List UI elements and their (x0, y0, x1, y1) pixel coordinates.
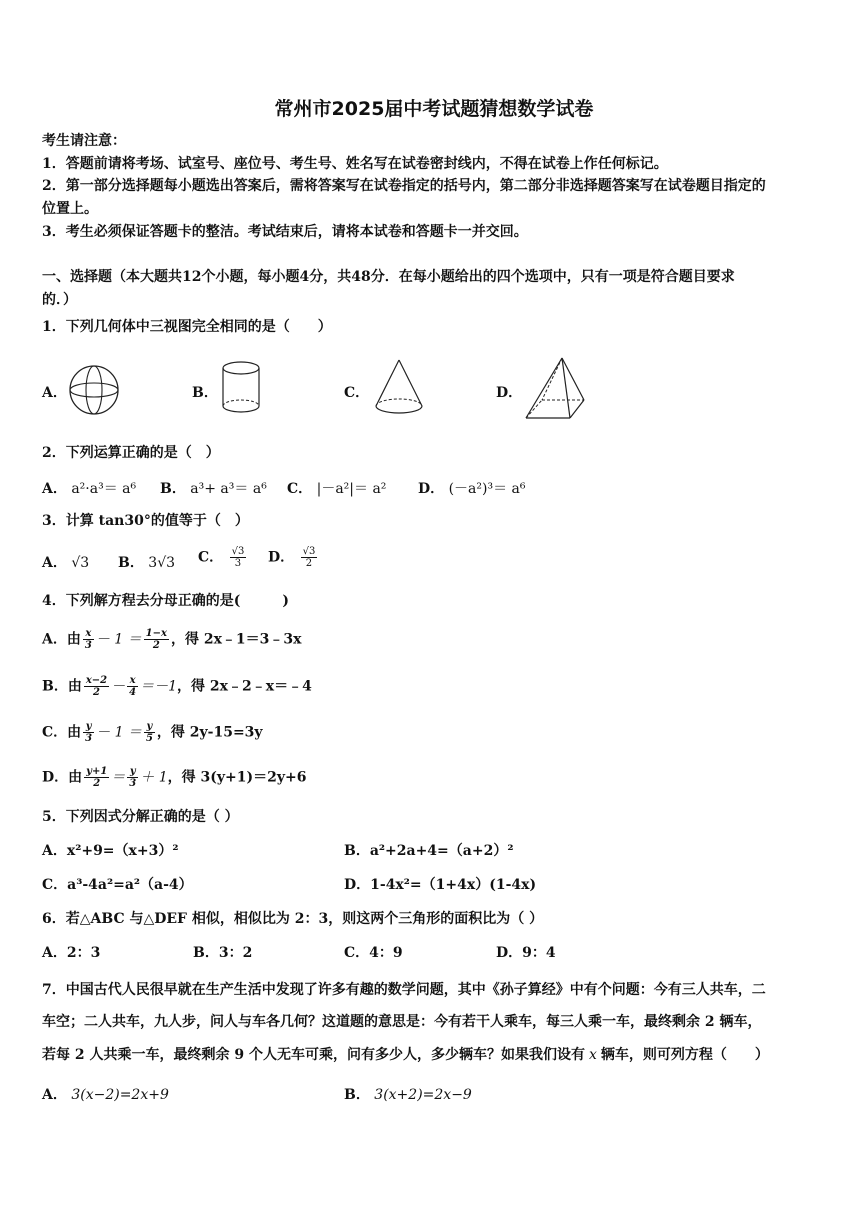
q5-option-d: D．1-4x²=（1+4x）(1-4x) (344, 877, 537, 893)
question-5-stem: 5．下列因式分解正确的是（ ） (42, 809, 239, 825)
q6-option-b: B．3：2 (193, 945, 253, 961)
q2-option-a (42, 478, 136, 500)
q7-option-b (344, 1084, 472, 1106)
q3-option-d (268, 546, 319, 569)
question-7-line-1: 7．中国古代人民很早就在生产生活中发现了许多有趣的数学问题，其中《孙子算经》中有个问题：今有三人共车，二 (42, 982, 766, 998)
q1-option-b-label: B． (192, 385, 218, 401)
q4-b-frac-1: $\frac{x-2}{2}$ (85, 675, 108, 698)
q3-a-label: A． (42, 555, 67, 571)
sphere-icon (66, 362, 122, 418)
pyramid-icon (522, 354, 588, 422)
q2-option-d (418, 478, 526, 500)
q4-d-frac-1: $\frac{y+1}{2}$ (86, 766, 108, 789)
notice-item-2: 2．第一部分选择题每小题选出答案后，需将答案写在试卷指定的括号内，第二部分非选择题答案写在试卷题目指定的 (42, 178, 766, 194)
q3-c-label: C． (198, 549, 224, 566)
q3-option-a (42, 552, 89, 574)
question-6-stem: 6．若△ABC 与△DEF 相似，相似比为 2：3，则这两个三角形的面积比为（ ） (42, 911, 544, 927)
q3-a-text: √3 (71, 555, 90, 571)
q4-c-frac-1: $\frac{y}{3}$ (85, 721, 93, 744)
q7-b-text: 3(x+2)=2x−9 (374, 1087, 472, 1103)
q3-d-label: D． (268, 549, 295, 566)
notice-item-2-cont: 位置上。 (42, 201, 98, 217)
q6-option-c: C．4：9 (344, 945, 403, 961)
q1-option-d-label: D． (496, 385, 523, 401)
cylinder-icon (218, 358, 264, 418)
q2-option-b (160, 478, 267, 500)
q7-a-label: A． (42, 1087, 67, 1103)
question-1-stem: 1．下列几何体中三视图完全相同的是（ ） (42, 319, 332, 335)
q5-option-a: A．x²+9=（x+3）² (42, 843, 179, 859)
q7-option-a (42, 1084, 169, 1106)
page-title: 常州市2025届中考试题猜想数学试卷 (274, 98, 594, 120)
q2-c-label: C． (287, 481, 313, 497)
q3-c-fraction: $\frac{√3}{3}$ (231, 546, 245, 569)
notice-heading: 考生请注意： (42, 133, 126, 149)
question-7-line-2: 车空；二人共车，九人步，问人与车各几何？这道题的意思是：今有若干人乘车，每三人乘一车，最终剩余 2 辆车， (42, 1014, 762, 1030)
q2-option-c (287, 478, 386, 500)
notice-item-3: 3．考生必须保证答题卡的整洁。考试结束后，请将本试卷和答题卡一并交回。 (42, 224, 528, 240)
q2-d-text: (－a²)³＝ a⁶ (448, 481, 526, 497)
q2-b-label: B． (160, 481, 186, 497)
q2-a-label: A． (42, 481, 67, 497)
q5-option-c: C．a³-4a²=a²（a-4） (42, 877, 193, 893)
q4-a-frac-1: $\frac{x}{3}$ (84, 628, 92, 651)
question-2-stem: 2．下列运算正确的是（ ） (42, 445, 220, 461)
q1-option-a-label: A． (42, 385, 67, 401)
q4-b-frac-2: $\frac{x}{4}$ (129, 675, 137, 698)
q4-c-frac-2: $\frac{y}{5}$ (145, 721, 153, 744)
q4-option-d: D．由 $\frac{y+1}{2}$ ＝ $\frac{y}{3}$ ＋ 1，得 3(y+1)＝2y+6 (42, 766, 307, 789)
q3-b-text: 3√3 (148, 555, 176, 571)
q4-option-c: C．由 $\frac{y}{3}$ － 1 ＝ $\frac{y}{5}$ ，得 2y-15=3y (42, 721, 263, 744)
q3-b-label: B． (118, 555, 144, 571)
q4-d-frac-2: $\frac{y}{3}$ (129, 766, 137, 789)
q3-d-fraction: $\frac{√3}{2}$ (302, 546, 316, 569)
q4-option-b: B．由 $\frac{x-2}{2}$ － $\frac{x}{4}$ ＝－1，得 2x﹣2﹣x＝﹣4 (42, 675, 312, 698)
question-3-stem: 3．计算 tan30°的值等于（ ） (42, 513, 249, 529)
notice-item-1: 1．答题前请将考场、试室号、座位号、考生号、姓名写在试卷密封线内，不得在试卷上作任何标记。 (42, 156, 668, 172)
section-heading: 一、选择题（本大题共12个小题，每小题4分，共48分．在每小题给出的四个选项中，只有一项是符合题目要求 (42, 269, 735, 285)
question-4-stem: 4．下列解方程去分母正确的是( ) (42, 593, 289, 609)
q1-option-c-label: C． (344, 385, 370, 401)
section-heading-cont: 的．） (42, 292, 77, 308)
q4-option-a: A．由 $\frac{x}{3}$ － 1 ＝ $\frac{1-x}{2}$ ，得 2x﹣1＝3﹣3x (42, 628, 302, 651)
q5-option-b: B．a²+2a+4=（a+2）² (344, 843, 514, 859)
cone-icon (370, 356, 428, 418)
q7-b-label: B． (344, 1087, 370, 1103)
q2-b-text: a³+ a³＝ a⁶ (190, 481, 267, 497)
q4-a-frac-2: $\frac{1-x}{2}$ (145, 628, 167, 651)
question-7-line-3: 若每 2 人共乘一车，最终剩余 9 个人无车可乘，问有多少人，多少辆车？如果我们设有 x 辆车，则可列方程（ ） (42, 1047, 769, 1063)
q3-option-c (198, 546, 248, 569)
q2-d-label: D． (418, 481, 445, 497)
q7-a-text: 3(x−2)=2x+9 (71, 1087, 169, 1103)
q6-option-d: D．9：4 (496, 945, 556, 961)
q2-a-text: a²·a³＝ a⁶ (71, 481, 137, 497)
q2-c-text: |－a²|＝ a² (316, 481, 387, 497)
q3-option-b (118, 552, 175, 574)
q6-option-a: A．2：3 (42, 945, 101, 961)
